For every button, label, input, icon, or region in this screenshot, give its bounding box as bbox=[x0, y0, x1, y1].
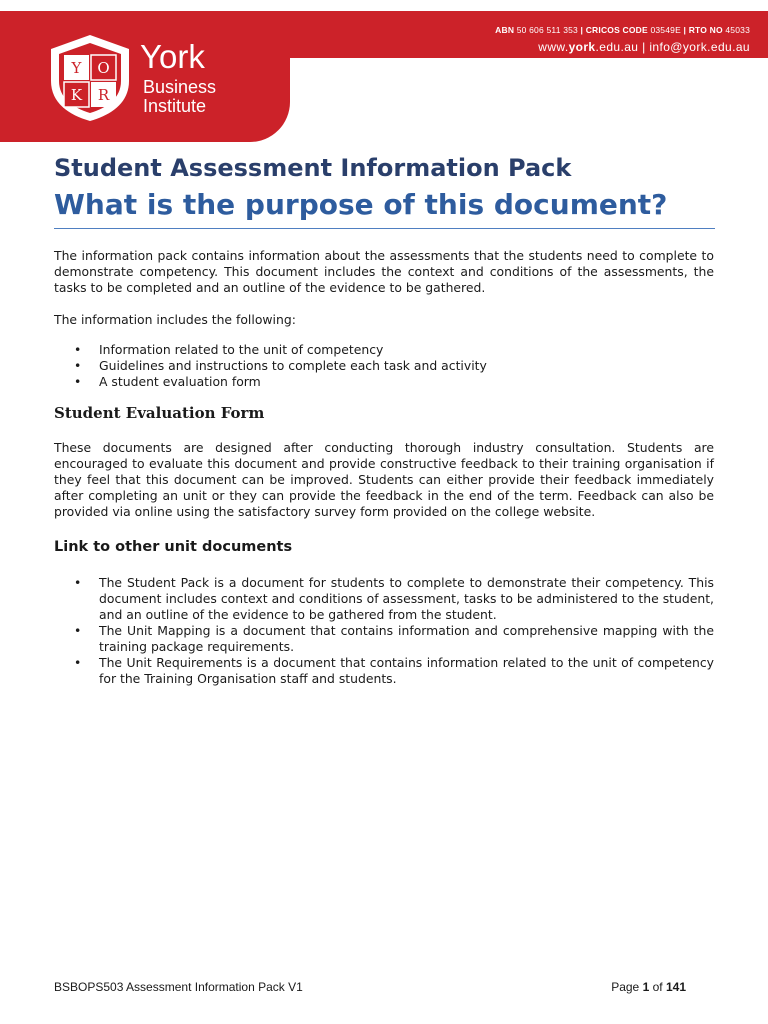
intro-paragraph: The information pack contains information about the assessments that the students need to complete to demonstrate competency. This document includes the context and conditions of the assessments, the tasks to be completed and an outline of the evidence to be gathered. bbox=[54, 248, 714, 295]
registration-line: ABN 50 606 511 353 | CRICOS CODE 03549E | RTO NO 45033 bbox=[495, 25, 750, 35]
list-item: • Guidelines and instructions to complete each task and activity bbox=[54, 358, 714, 374]
header-band bbox=[0, 0, 768, 140]
list-item: • The Student Pack is a document for students to complete to demonstrate their competency. This document includes context and conditions of assessment, tasks to be administered to the student, and an outline of the evidence to be gathered from the student. bbox=[54, 575, 714, 623]
document-subtitle: What is the purpose of this document? bbox=[54, 188, 668, 221]
york-shield-logo-icon bbox=[47, 33, 133, 123]
link-heading: Link to other unit documents bbox=[54, 539, 293, 555]
list-item: • Information related to the unit of competency bbox=[54, 342, 714, 358]
footer-page-number: Page 1 of 141 bbox=[611, 980, 686, 994]
email-link[interactable]: info@york.edu.au bbox=[649, 40, 750, 54]
logo-letter-o: O bbox=[97, 59, 110, 77]
list-item: • A student evaluation form bbox=[54, 374, 714, 390]
brand-name: York bbox=[140, 38, 205, 75]
logo-letter-y: Y bbox=[71, 59, 82, 77]
document-title: Student Assessment Information Pack bbox=[54, 154, 572, 182]
title-divider bbox=[54, 228, 715, 229]
link-documents-list bbox=[54, 575, 714, 687]
website-link[interactable]: www.york.edu.au bbox=[538, 40, 639, 54]
includes-list bbox=[54, 342, 714, 390]
evaluation-heading: Student Evaluation Form bbox=[54, 404, 265, 422]
footer-doc-reference: BSBOPS503 Assessment Information Pack V1 bbox=[54, 980, 303, 994]
logo-letter-r: R bbox=[97, 86, 110, 104]
logo-letter-k: K bbox=[70, 86, 83, 104]
includes-lead: The information includes the following: bbox=[54, 312, 296, 327]
list-item: • The Unit Mapping is a document that contains information and comprehensive mapping with the training package requirements. bbox=[54, 623, 714, 655]
document-body bbox=[54, 248, 714, 687]
brand-subtitle: Business Institute bbox=[143, 77, 217, 116]
list-item: • The Unit Requirements is a document that contains information related to the unit of competency for the Training Organisation staff and students. bbox=[54, 655, 714, 687]
evaluation-paragraph: These documents are designed after conducting thorough industry consultation. Students are encouraged to evaluate this document and provide constructive feedback to their training organisation if they feel that this document can be improved. Students can either provide their feedback immediately after completing an unit or they can provide the feedback in the end of the term. Feedback can also be provided via online using the satisfactory survey form provided on the college website. bbox=[54, 440, 714, 519]
contact-line: www.york.edu.au | info@york.edu.au bbox=[538, 40, 750, 54]
